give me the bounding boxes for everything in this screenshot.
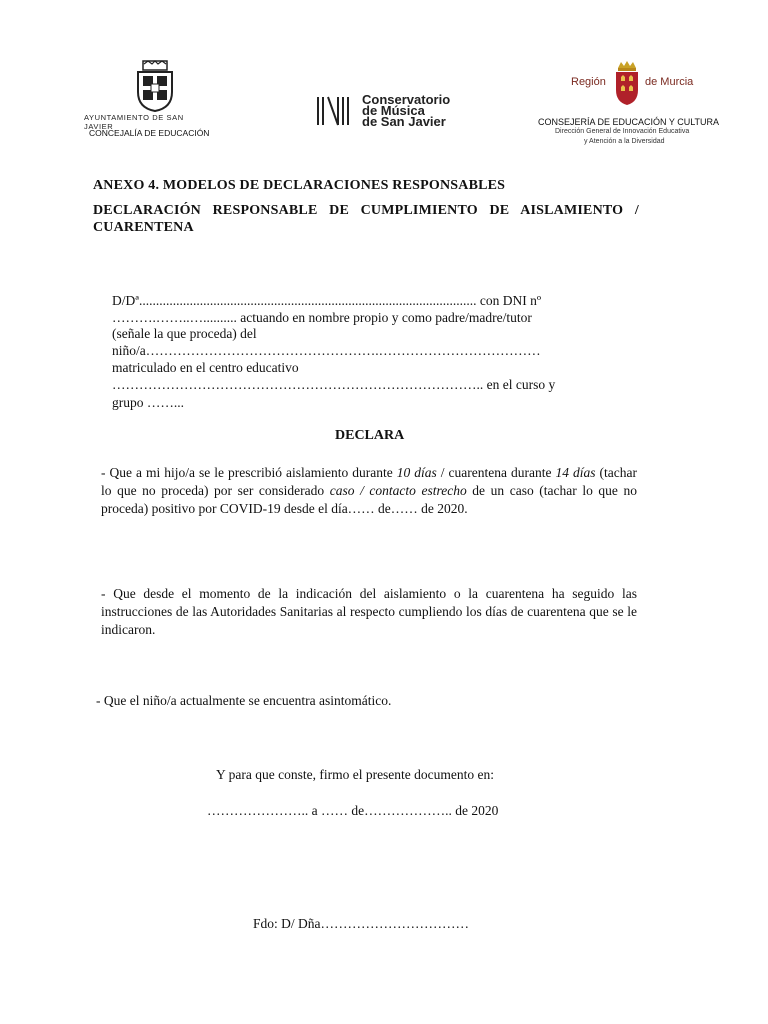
- declaration-title: DECLARACIÓN RESPONSABLE DE CUMPLIMIENTO DE AISLAMIENTO / CUARENTENA: [93, 203, 639, 235]
- child-name-line: niño/a…………………………………………….………………………………: [112, 343, 541, 358]
- declaration-isolation-paragraph: [101, 464, 637, 518]
- name-dni-line: D/Dª.................................................................................................... con DNI nº: [112, 293, 542, 308]
- conservatorio-name: [362, 94, 450, 127]
- signature-line: Fdo: D/ Dña……………………………: [253, 916, 469, 931]
- region-name-right: de Murcia: [645, 76, 694, 88]
- place-date-line: ………………….. a …… de……………….. de 2020: [207, 803, 499, 818]
- ayuntamiento-crest-icon: [134, 60, 176, 112]
- p1-text-g: de un caso (tachar lo que no proceda) positivo por COVID-19 desde el día…… de…… de 2020.: [101, 483, 637, 516]
- p1-text-c: / cuarentena durante: [436, 465, 556, 480]
- conservatorio-logo-icon: [316, 95, 350, 127]
- declaration-instructions-paragraph: - Que desde el momento de la indicación del aislamiento o la cuarentena ha seguido las instrucciones de las Autoridades Sanitarias al respecto cumpliendo los días de cuarentena que se le indicaron.: [101, 586, 637, 637]
- closing-statement: Y para que conste, firmo el presente documento en:: [216, 767, 495, 782]
- p1-text-a: - Que a mi hijo/a se le prescribió aislamiento durante: [101, 465, 397, 480]
- conservatorio-line-1: Conservatorio: [362, 92, 451, 107]
- conservatorio-line-2: de Música: [362, 103, 425, 118]
- conservatorio-line-3: de San Javier: [362, 114, 446, 129]
- declaration-asymptomatic-paragraph: - Que el niño/a actualmente se encuentra asintomático.: [96, 693, 392, 708]
- annex-title: ANEXO 4. MODELOS DE DECLARACIONES RESPONSABLES: [93, 178, 506, 193]
- school-course-line: ……………………………………………………………………….. en el curso y: [112, 377, 556, 392]
- consejeria-name: CONSEJERÍA DE EDUCACIÓN Y CULTURA: [538, 117, 720, 127]
- direccion-general-line-1: Dirección General de Innovación Educativa: [555, 128, 690, 135]
- p1-contact-type: caso / contacto estrecho: [329, 483, 467, 498]
- acting-as-line: ……….……..….......... actuando en nombre propio y como padre/madre/tutor: [112, 310, 532, 325]
- region-name-left: Región: [571, 76, 606, 88]
- direccion-general-line-2: y Atención a la Diversidad: [584, 138, 665, 145]
- p1-text-e: (tachar lo que no proceda) por ser considerado: [101, 465, 637, 498]
- group-line: grupo ……...: [112, 395, 184, 410]
- ayuntamiento-name: AYUNTAMIENTO DE SAN JAVIER: [84, 113, 184, 131]
- declara-heading: DECLARA: [335, 428, 405, 443]
- murcia-crest-icon: [612, 60, 642, 106]
- concejalia-name: CONCEJALÍA DE EDUCACIÓN: [89, 128, 210, 138]
- p1-isolation-days: 10 días: [396, 465, 437, 480]
- select-option-line: (señale la que proceda) del: [112, 326, 257, 341]
- enrolled-line: matriculado en el centro educativo: [112, 360, 299, 375]
- p1-quarantine-days: 14 días: [555, 465, 596, 480]
